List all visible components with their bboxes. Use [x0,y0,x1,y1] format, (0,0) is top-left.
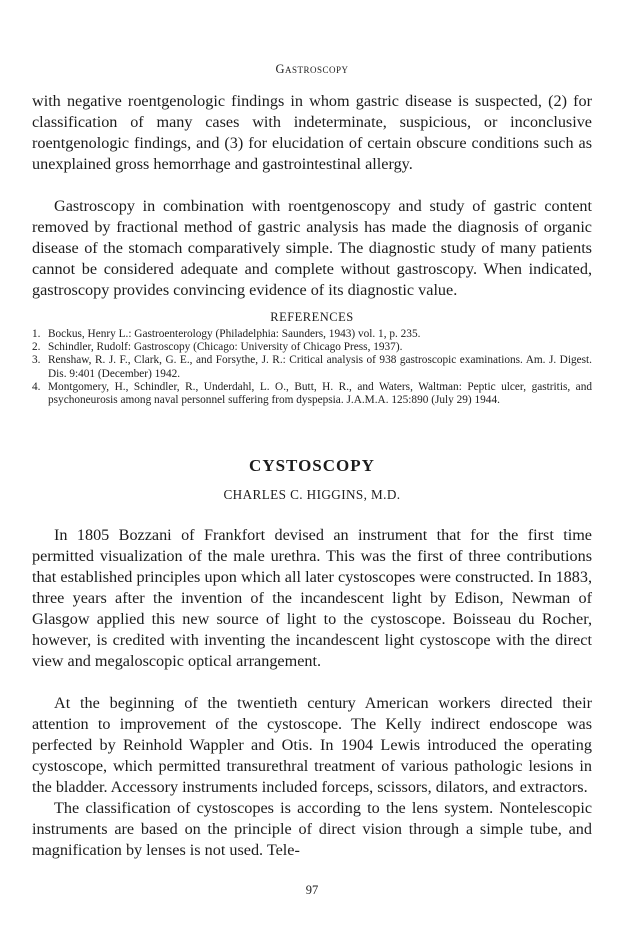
reference-number: 2. [32,341,41,354]
reference-item [32,354,592,380]
reference-text: Schindler, Rudolf: Gastroscopy (Chicago: University of Chicago Press, 1937). [48,341,403,354]
running-head: Gastroscopy [275,62,349,76]
reference-number: 3. [32,354,41,367]
reference-item [32,341,592,354]
page-number: 97 [305,883,319,897]
references-heading: REFERENCES [270,310,354,324]
article-title: CYSTOSCOPY [249,456,375,475]
reference-text: Bockus, Henry L.: Gastroenterology (Philadelphia: Saunders, 1943) vol. 1, p. 235. [48,328,421,340]
reference-item [32,381,592,407]
paragraph-continued: with negative roentgenologic findings in whom gastric disease is suspected, (2) for classification of many cases with indeterminate, suspicious, or inconclusive roentgenologic findings, and (3) for elucidation of certain obscure conditions such as unexplained gross hemorrhage and gastrointestinal allergy. [32,92,592,173]
reference-item [32,328,592,341]
references-list [32,328,592,407]
reference-number: 1. [32,328,41,340]
reference-number: 4. [32,380,41,393]
paragraph-american-workers: At the beginning of the twentieth century American workers directed their attention to improvement of the cystoscope. The Kelly indirect endoscope was perfected by Reinhold Wappler and Otis. In 1904 Lewis introduced the operating cystoscope, which permitted transurethral treatment of various pathologic lesions in the bladder. Accessory instruments included forceps, scissors, dilators, and extractors. [32,694,592,796]
paragraph-gastroscopy-value: Gastroscopy in combination with roentgenoscopy and study of gastric content removed by fractional method of gastric analysis has made the diagnosis of organic disease of the stomach comparatively simple. The diagnostic study of many patients cannot be considered adequate and complete without gastroscopy. When indicated, gastroscopy provides convincing evidence of its diagnostic value. [32,197,592,299]
reference-text: Montgomery, H., Schindler, R., Underdahl, L. O., Butt, H. R., and Waters, Waltman: Peptic ulcer, gastritis, and psychoneurosis among naval personnel suffering from dyspepsia. J.A.M.A. 125:890 (July 29) 1944. [48,380,592,407]
paragraph-history: In 1805 Bozzani of Frankfort devised an instrument that for the first time permitted visualization of the male urethra. This was the first of three contributions that established principles upon which all later cystoscopes were constructed. In 1883, three years after the invention of the incandescent light by Edison, Newman of Glasgow applied this new source of light to the cystoscope. Boisseau du Rocher, however, is credited with inventing the incandescent light cystoscope with the direct view and megaloscopic optical arrangement. [32,526,592,670]
paragraph-classification: The classification of cystoscopes is according to the lens system. Nontelescopic instruments are based on the principle of direct vision through a simple tube, and magnification by lenses is not used. Tele- [32,799,592,859]
article-author: CHARLES C. HIGGINS, M.D. [223,487,401,502]
reference-text: Renshaw, R. J. F., Clark, G. E., and Forsythe, J. R.: Critical analysis of 938 gastroscopic examinations. Am. J. Digest. Dis. 9:401 (December) 1942. [48,354,592,380]
